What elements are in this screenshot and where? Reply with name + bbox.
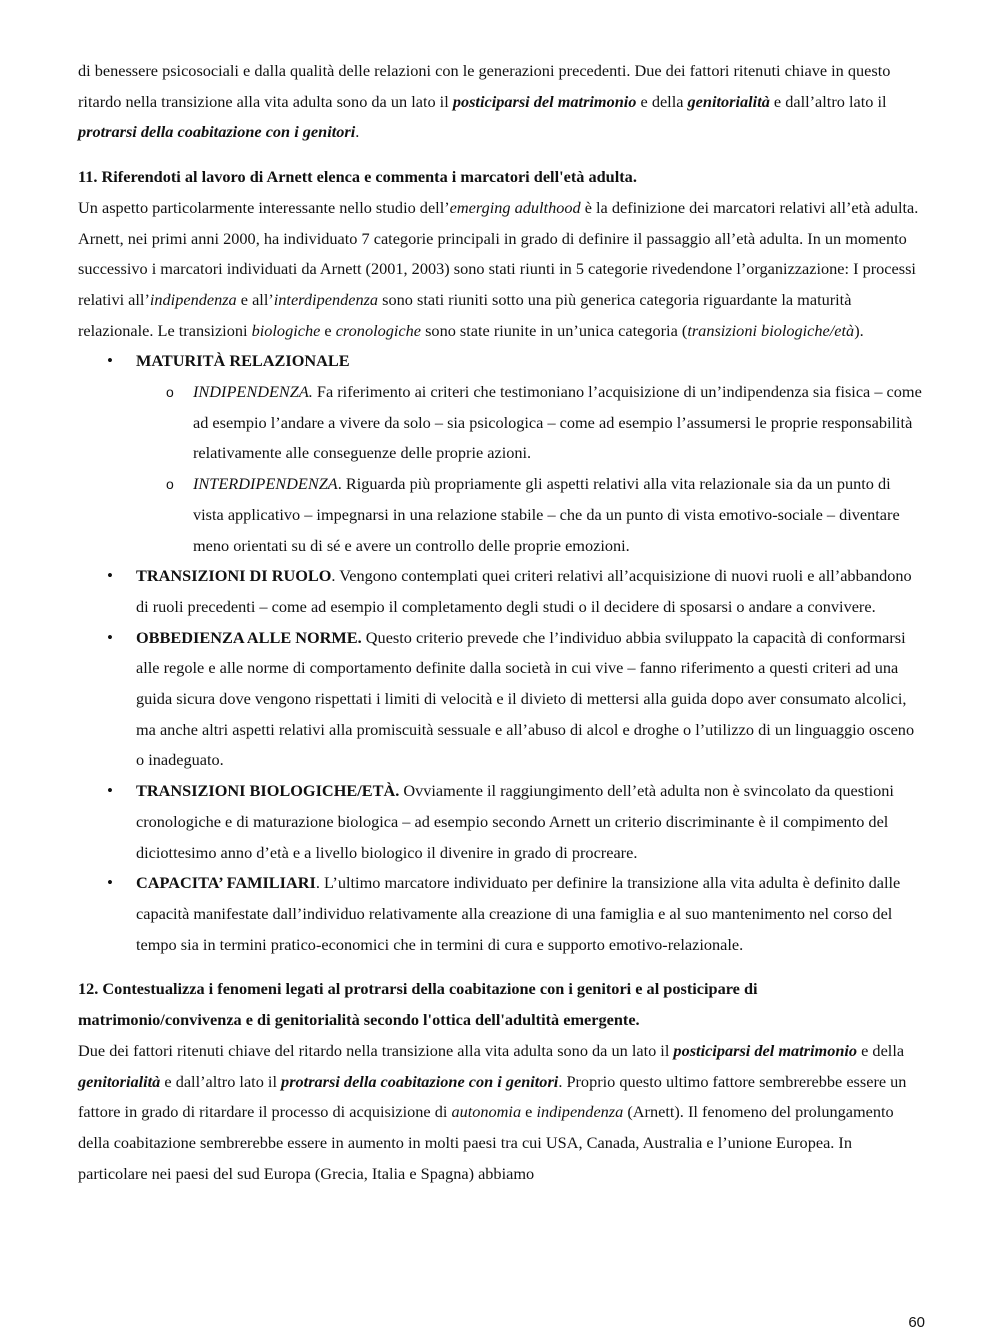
q11-paragraph: Un aspetto particolarmente interessante nello studio dell’emerging adulthood è la definizione dei marcatori relativi all’età adulta. Arnett, nei primi anni 2000, ha individuato 7 categorie principali in grado di definire il passaggio all’età adulta. In un momento successivo i marcatori individuati da Arnett (2001, 2003) sono stati riunti in 5 categorie rivedendone l’organizzazione: I processi relativi all’indipendenza e all’interdipendenza sono stati riuniti sotto una più generica categoria riguardante la maturità relazionale. Le transizioni biologiche e cronologiche sono state riunite in un’unica categoria (transizioni biologiche/età).: [78, 197, 919, 340]
list-item-norme: • OBBEDIENZA ALLE NORME. Questo criterio prevede che l’individuo abbia sviluppato la capacità di conformarsi alle regole e alle norme di comportamento definite dalla società in cui vive – fanno riferimento a questi criteri ad una guida sicura dove vengono rispettati i limiti di velocità e il divieto di mettersi alla guida dopo aver consumato alcolici, ma anche altri aspetti relativi alla promiscuità sessuale e all’abuso di alcol e droghe o l’utilizzo di un linguaggio osceno o inadeguato.: [78, 623, 923, 777]
page-number: 60: [908, 1314, 925, 1331]
list-item-familiari: • CAPACITA’ FAMILIARI. L’ultimo marcatore individuato per definire la transizione alla vita adulta è definito dalle capacità manifestate dall’individuo relativamente alla creazione di una famiglia e al suo mantenimento nel corso del tempo sia in termini pratico-economici che in termini di cura e supporto emotivo-relazionale.: [78, 868, 923, 960]
sublist-item-indipendenza: o INDIPENDENZA. Fa riferimento ai criteri che testimoniano l’acquisizione di un’indipendenza sia fisica – come ad esempio l’andare a vivere da solo – sia psicologica – come ad esempio l’assumersi le proprie responsabilità relativamente alle conseguenze delle proprie azioni.: [136, 377, 923, 469]
emphasis-text: protrarsi della coabitazione con i genitori: [78, 122, 356, 142]
emphasis-text: genitorialità: [687, 91, 770, 111]
question-12-heading: 12. Contestualizza i fenomeni legati al protrarsi della coabitazione con i genitori e al posticipare di matrimonio/convivenza e di genitorialità secondo l'ottica dell'adultità emergente.: [78, 979, 758, 1030]
intro-paragraph: di benessere psicosociali e dalla qualità delle relazioni con le generazioni precedenti. Due dei fattori ritenuti chiave in questo ritardo nella transizione alla vita adulta sono da un lato il posticiparsi del matrimonio e della genitorialità e dall’altro lato il protrarsi della coabitazione con i genitori.: [78, 61, 891, 142]
list-item-ruolo: • TRANSIZIONI DI RUOLO. Vengono contemplati quei criteri relativi all’acquisizione di nuovi ruoli e all’abbandono di ruoli precedenti – come ad esempio il completamento degli studi o il decidere di sposarsi o andare a convivere.: [78, 561, 923, 622]
markers-list: [78, 346, 923, 960]
question-11-heading: 11. Riferendoti al lavoro di Arnett elenca e commenta i marcatori dell'età adulta.: [78, 167, 637, 187]
sublist-item-interdipendenza: o INTERDIPENDENZA. Riguarda più propriamente gli aspetti relativi alla vita relazionale sia da un punto di vista applicativo – impegnarsi in una relazione stabile – che da un punto di vista emotivo-sociale – diventare meno orientati su di sé e avere un controllo delle proprie emozioni.: [136, 469, 923, 561]
document-page: [78, 56, 923, 1189]
list-item-maturita: • MATURITÀ RELAZIONALE o INDIPENDENZA. Fa riferimento ai criteri che testimoniano l’acquisizione di un’indipendenza sia fisica – come ad esempio l’andare a vivere da solo – sia psicologica – come ad esempio l’assumersi le proprie responsabilità relativamente alle conseguenze delle proprie azioni. o INTERDIPENDENZA. Riguarda più propriamente gli aspetti relativi alla vita relazionale sia da un punto di vista applicativo – impegnarsi in una relazione stabile – che da un punto di vista emotivo-sociale – diventare meno orientati su di sé e avere un controllo delle proprie emozioni.: [78, 346, 923, 561]
q12-paragraph: Due dei fattori ritenuti chiave del ritardo nella transizione alla vita adulta sono da un lato il posticiparsi del matrimonio e della genitorialità e dall’altro lato il protrarsi della coabitazione con i genitori. Proprio questo ultimo fattore sembrerebbe essere un fattore in grado di ritardare il processo di acquisizione di autonomia e indipendenza (Arnett). Il fenomeno del prolungamento della coabitazione sembrerebbe essere in aumento in molti paesi tra cui USA, Canada, Australia e l’unione Europea. In particolare nei paesi del sud Europa (Grecia, Italia e Spagna) abbiamo: [78, 1040, 907, 1183]
emphasis-text: posticiparsi del matrimonio: [452, 91, 637, 111]
maturita-sublist: [136, 377, 923, 561]
list-item-biologiche: • TRANSIZIONI BIOLOGICHE/ETÀ. Ovviamente il raggiungimento dell’età adulta non è svincolato da questioni cronologiche e di maturazione biologica – ad esempio secondo Arnett un criterio discriminante è il compimento del diciottesimo anno d’età e a livello biologico il divenire in grado di procreare.: [78, 776, 923, 868]
